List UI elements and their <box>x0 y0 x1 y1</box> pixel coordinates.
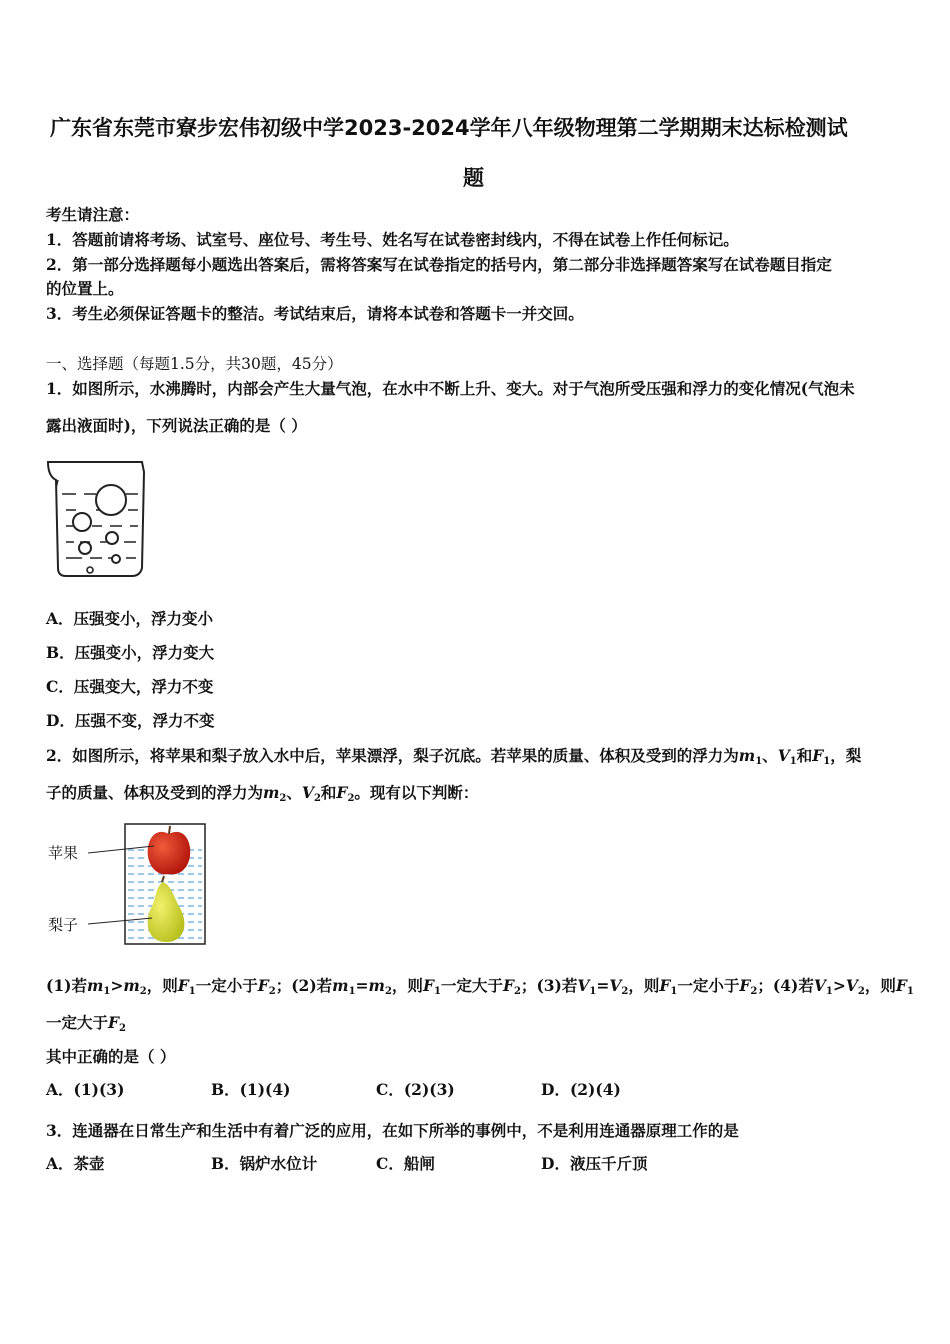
question-2-judgements-continued: 一定大于$F_2$ <box>46 1013 126 1034</box>
question-3-option-a: A．茶壶 <box>46 1154 105 1173</box>
notice-item-1: 1．答题前请将考场、试室号、座位号、考生号、姓名写在试卷密封线内，不得在试卷上作任何标记。 <box>46 230 739 249</box>
question-3-option-b: B．锅炉水位计 <box>211 1154 318 1173</box>
notice-item-3: 3．考生必须保证答题卡的整洁。考试结束后，请将本试卷和答题卡一并交回。 <box>46 304 584 323</box>
question-1-option-a: A．压强变小，浮力变小 <box>46 609 214 628</box>
question-2-prompt: 其中正确的是（ ） <box>46 1047 176 1066</box>
page-title: 广东省东莞市寮步宏伟初级中学2023-2024学年八年级物理第二学期期末达标检测试 <box>50 116 848 140</box>
question-2-option-c: C．(2)(3) <box>376 1080 455 1099</box>
apple-label: 苹果 <box>48 844 79 862</box>
question-1-option-b: B．压强变小，浮力变大 <box>46 643 215 662</box>
question-1-stem: 1．如图所示，水沸腾时，内部会产生大量气泡，在水中不断上升、变大。对于气泡所受压强和浮力的变化情况(气泡未 <box>46 379 855 398</box>
question-2-judgements: (1)若$m_1>m_2$，则$F_1$一定小于$F_2$；(2)若$m_1=m_2$，则$F_1$一定大于$F_2$；(3)若$V_1=V_2$，则$F_1$一定小于$F_2$；(4)若$V_1>V_2$，则$F_1$ <box>46 976 914 997</box>
question-3-stem: 3．连通器在日常生产和生活中有着广泛的应用，在如下所举的事例中，不是利用连通器原理工作的是 <box>46 1121 739 1140</box>
question-2-option-b: B．(1)(4) <box>211 1080 291 1099</box>
question-3-option-c: C．船闸 <box>376 1154 435 1173</box>
question-2-option-a: A．(1)(3) <box>46 1080 125 1099</box>
question-1-stem-continued: 露出液面时)，下列说法正确的是（ ） <box>46 416 307 435</box>
question-1-option-d: D．压强不变，浮力不变 <box>46 711 215 730</box>
question-3-option-d: D．液压千斤顶 <box>541 1154 648 1173</box>
question-2-option-d: D．(2)(4) <box>541 1080 621 1099</box>
notice-item-2-continued: 的位置上。 <box>46 279 124 298</box>
question-2-stem-continued: 子的质量、体积及受到的浮力为$m_2$、$V_2$和$F_2$。现有以下判断： <box>46 783 479 804</box>
notice-heading: 考生请注意： <box>46 205 140 224</box>
page-title-continued: 题 <box>463 166 484 190</box>
section-heading: 一、选择题（每题1.5分，共30题，45分） <box>46 355 343 373</box>
question-2-stem: 2．如图所示，将苹果和梨子放入水中后，苹果漂浮，梨子沉底。若苹果的质量、体积及受到的浮力为$m_1$、$V_1$和$F_1$，梨 <box>46 746 862 767</box>
boiling-beaker-figure <box>44 458 148 582</box>
pear-label: 梨子 <box>48 916 79 934</box>
question-1-option-c: C．压强变大，浮力不变 <box>46 677 214 696</box>
notice-item-2: 2．第一部分选择题每小题选出答案后，需将答案写在试卷指定的括号内，第二部分非选择题答案写在试卷题目指定 <box>46 255 832 274</box>
